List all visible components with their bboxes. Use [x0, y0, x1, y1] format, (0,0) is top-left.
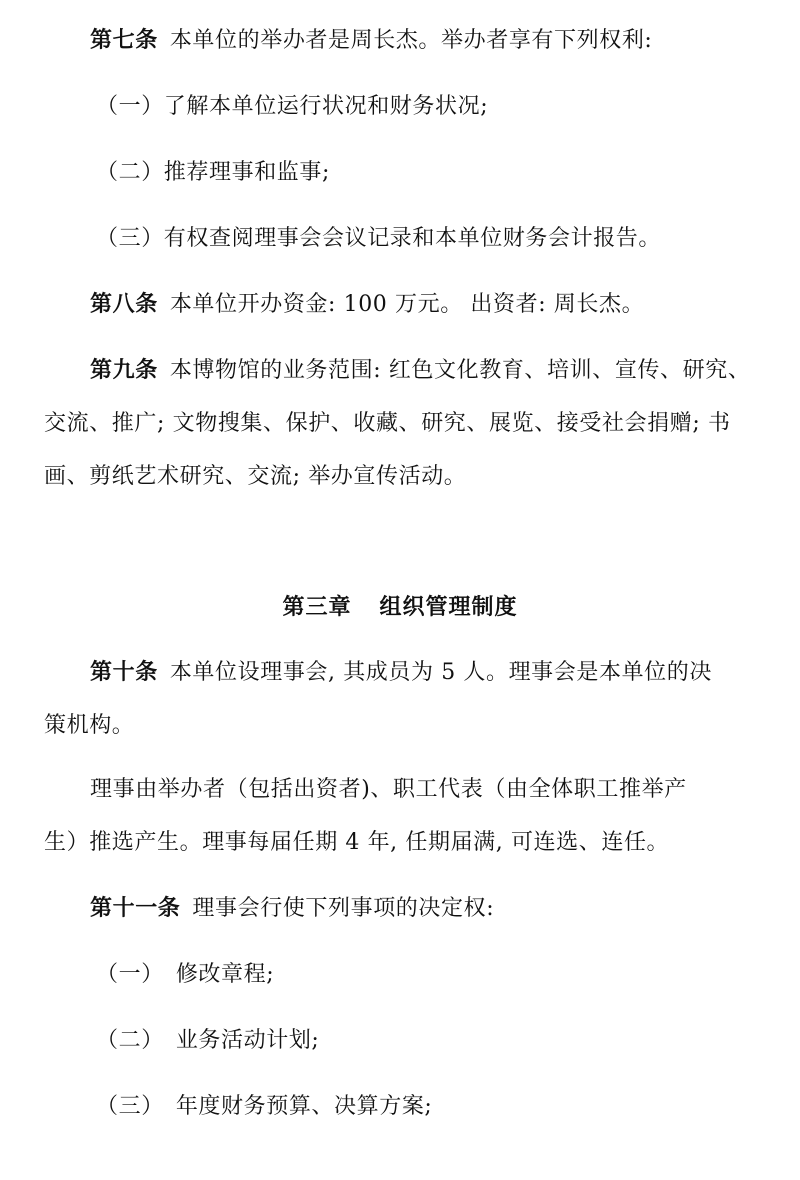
- article-11-item-1-num: （一）: [96, 962, 164, 987]
- article-9-label: 第九条: [90, 358, 158, 383]
- article-8-text: 本单位开办资金: 100 万元。 出资者: 周长杰。: [169, 292, 645, 317]
- article-10-line-2: 策机构。: [44, 713, 135, 738]
- article-8-paragraph: [90, 290, 644, 320]
- article-10-label: 第十条: [90, 660, 158, 685]
- article-7-item-2: （二）推荐理事和监事;: [96, 160, 331, 185]
- chapter-3-title: 组织管理制度: [379, 595, 518, 620]
- article-9-line-1: [90, 356, 750, 386]
- article-7-label: 第七条: [90, 28, 158, 53]
- article-7-item-3: （三）有权查阅理事会会议记录和本单位财务会计报告。: [96, 226, 662, 251]
- article-10-para2-line-1: 理事由举办者（包括出资者)、职工代表（由全体职工推举产: [90, 777, 687, 802]
- article-11-item-1-text: 修改章程;: [175, 962, 275, 987]
- article-10-text-1: 本单位设理事会, 其成员为 5 人。理事会是本单位的决: [169, 660, 712, 685]
- article-8-label: 第八条: [90, 292, 158, 317]
- article-11-heading: [90, 894, 494, 924]
- article-9-line-3: 画、剪纸艺术研究、交流; 举办宣传活动。: [44, 464, 467, 489]
- article-11-item-3-num: （三）: [96, 1094, 164, 1119]
- article-7-heading: [90, 26, 652, 56]
- article-11-text: 理事会行使下列事项的决定权:: [192, 896, 495, 921]
- article-11-item-2: [96, 1026, 319, 1056]
- article-10-para2-line-2: 生）推选产生。理事每届任期 4 年, 任期届满, 可连选、连任。: [44, 830, 670, 855]
- chapter-3-heading: [0, 593, 800, 623]
- article-11-item-3-text: 年度财务预算、决算方案;: [175, 1094, 433, 1119]
- article-7-text: 本单位的举办者是周长杰。举办者享有下列权利:: [169, 28, 653, 53]
- article-9-line-2: 交流、推广; 文物搜集、保护、收藏、研究、展览、接受社会捐赠; 书: [44, 411, 731, 436]
- article-11-item-3: [96, 1092, 432, 1122]
- article-11-item-1: [96, 960, 274, 990]
- article-11-item-2-num: （二）: [96, 1028, 164, 1053]
- article-7-item-1: （一）了解本单位运行状况和财务状况;: [96, 94, 489, 119]
- article-10-line-1: [90, 658, 712, 688]
- article-11-label: 第十一条: [90, 896, 181, 921]
- article-11-item-2-text: 业务活动计划;: [175, 1028, 320, 1053]
- chapter-3-label: 第三章: [282, 595, 352, 620]
- article-9-text-1: 本博物馆的业务范围: 红色文化教育、培训、宣传、研究、: [169, 358, 751, 383]
